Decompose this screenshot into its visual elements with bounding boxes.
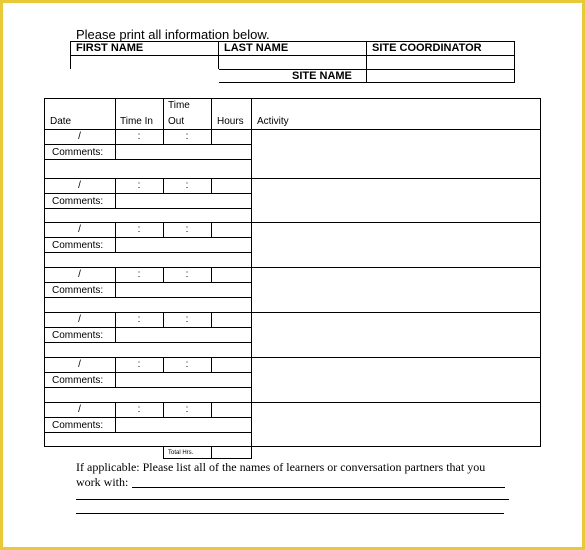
entry-comments-field[interactable] [116, 194, 250, 207]
entry-comments-label: Comments: [52, 147, 104, 158]
entry-comments-label: Comments: [52, 330, 104, 341]
entry-time-out[interactable]: : [185, 314, 189, 325]
entry-hours-field[interactable] [212, 358, 250, 371]
entry-date[interactable]: / [78, 404, 81, 415]
total-hours-field[interactable] [212, 447, 251, 458]
entry-activity-field[interactable] [252, 223, 539, 266]
entry-comments-label: Comments: [52, 420, 104, 431]
entry-time-in[interactable]: : [137, 314, 141, 325]
entry-activity-field[interactable] [252, 403, 539, 445]
entry-activity-field[interactable] [252, 179, 539, 221]
last-name-label: LAST NAME [224, 42, 289, 54]
total-label: Total Hrs. [168, 450, 194, 456]
entry-comments-line [44, 159, 251, 160]
entry-date[interactable]: / [78, 359, 81, 370]
entry-comments-line [44, 252, 251, 253]
site-name-label: SITE NAME [292, 70, 352, 82]
entry-time-in[interactable]: : [137, 359, 141, 370]
entry-comments-label: Comments: [52, 240, 104, 251]
entry-comments-field[interactable] [116, 373, 250, 386]
entry-date[interactable]: / [78, 314, 81, 325]
header-activity: Activity [257, 116, 289, 127]
log-header-divider [163, 98, 164, 129]
first-name-label: FIRST NAME [76, 42, 144, 54]
partners-line-2[interactable] [76, 499, 509, 500]
entry-comments-field[interactable] [116, 328, 250, 341]
entry-hours-field[interactable] [212, 223, 250, 236]
entry-activity-field[interactable] [252, 268, 539, 311]
entry-time-in[interactable]: : [137, 269, 141, 280]
entry-time-in[interactable]: : [137, 224, 141, 235]
header-time-out-line2: Out [168, 116, 185, 127]
entry-time-in[interactable]: : [137, 180, 141, 191]
last-name-field[interactable] [220, 57, 365, 68]
entry-comments-field[interactable] [116, 238, 250, 251]
footer-instruction: If applicable: Please list all of the names of learners or conversation partners that you [76, 460, 486, 474]
instruction-text: Please print all information below. [76, 27, 270, 42]
entry-date[interactable]: / [78, 269, 81, 280]
entry-time-out[interactable]: : [185, 359, 189, 370]
entry-time-in[interactable]: : [137, 131, 141, 142]
header-hours: Hours [217, 116, 244, 127]
footer-work-with-label: work with: [76, 475, 129, 489]
entry-date[interactable]: / [78, 180, 81, 191]
entry-bottom-line [44, 446, 540, 447]
site-name-field[interactable] [368, 71, 513, 82]
entry-comments-line [44, 387, 251, 388]
entry-time-out[interactable]: : [185, 269, 189, 280]
entry-time-out[interactable]: : [185, 180, 189, 191]
entry-hours-field[interactable] [212, 313, 250, 326]
info-blank-area [70, 69, 219, 84]
entry-comments-line [44, 342, 251, 343]
entry-comments-label: Comments: [52, 285, 104, 296]
entry-comments-field[interactable] [116, 418, 250, 431]
partners-line-3[interactable] [76, 513, 504, 514]
entry-hours-field[interactable] [212, 268, 250, 281]
info-table-line [366, 41, 367, 83]
header-date: Date [50, 116, 72, 127]
header-time-in: Time In [120, 116, 153, 127]
entry-comments-line [44, 297, 251, 298]
entry-hours-field[interactable] [212, 179, 250, 192]
entry-time-out[interactable]: : [185, 131, 189, 142]
entry-comments-label: Comments: [52, 196, 104, 207]
info-table-line [70, 55, 515, 56]
header-time-out-line1: Time [168, 100, 190, 111]
entry-comments-field[interactable] [116, 283, 250, 296]
entry-comments-line [44, 208, 251, 209]
entry-date[interactable]: / [78, 131, 81, 142]
site-coordinator-label: SITE COORDINATOR [372, 42, 482, 54]
log-header-divider [211, 98, 212, 129]
partners-line-1[interactable] [132, 487, 505, 488]
entry-time-out[interactable]: : [185, 224, 189, 235]
first-name-field[interactable] [72, 57, 217, 68]
entry-time-in[interactable]: : [137, 404, 141, 415]
entry-comments-line [44, 432, 251, 433]
entry-comments-label: Comments: [52, 375, 104, 386]
entry-activity-field[interactable] [252, 358, 539, 401]
log-header-divider [251, 98, 252, 129]
site-coordinator-field[interactable] [368, 57, 513, 68]
entry-hours-field[interactable] [212, 130, 250, 143]
entry-comments-field[interactable] [116, 145, 250, 158]
entry-date[interactable]: / [78, 224, 81, 235]
log-header-divider [115, 98, 116, 129]
entry-activity-field[interactable] [252, 313, 539, 356]
entry-activity-field[interactable] [252, 130, 539, 177]
entry-hours-field[interactable] [212, 403, 250, 416]
entry-time-out[interactable]: : [185, 404, 189, 415]
